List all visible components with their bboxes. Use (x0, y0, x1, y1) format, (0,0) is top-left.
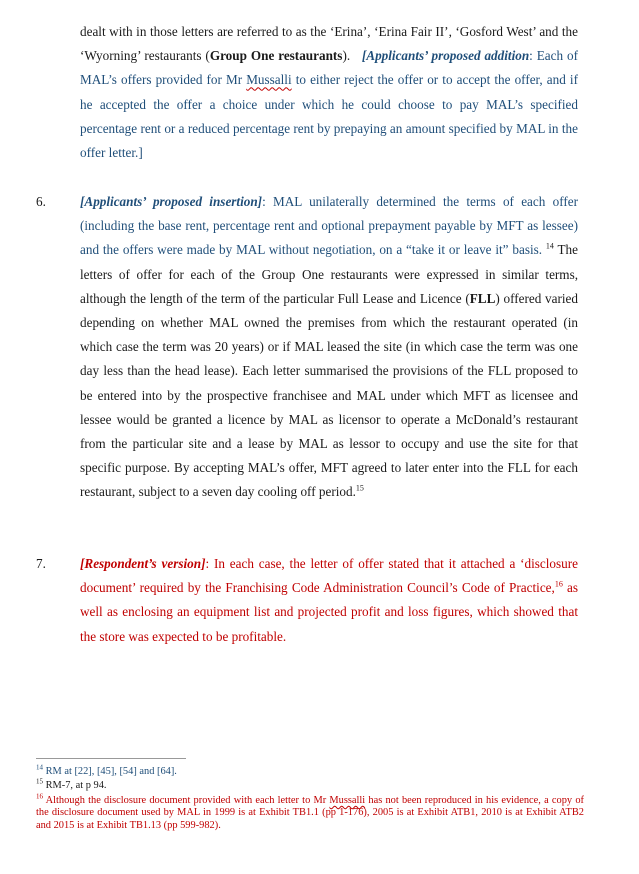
continued-text-line2: and the ‘Wyorning’ restaurants ( (80, 24, 579, 64)
mussalli-name: Mussalli (246, 72, 292, 88)
footnote-15 (36, 777, 584, 792)
respondent-version-text: : In each case, the letter of offer stated that it attached a ‘disclosure document’ required by the Franchising Code Administration Council’s Code of Practice, (80, 556, 579, 596)
paragraph-6 (80, 190, 578, 505)
paragraph-6-text: The letters of offer for each of the Group One restaurants were expressed in similar terms, although the length of the term of the particular Full Lease and Licence ( (80, 242, 578, 306)
footnote-16 (36, 792, 584, 832)
respondent-version-tag: [Respondent’s version] (80, 556, 206, 571)
footnote-16-text-end: has not been reproduced in his evidence, a copy of the disclosure document used by MAL in 1999 is at Exhibit TB1.1 (pp 1-176), 2005 is at Exhibit ATB1, 2010 is at Exhibit ATB2 and 2015 is at Exhibit TB1.13 (pp 599-982). (36, 795, 584, 831)
applicants-insertion-tag: [Applicants’ proposed insertion] (80, 194, 263, 209)
footnote-14-number: 14 (36, 763, 43, 772)
applicants-addition-text: : Each of MAL’s offers provided for Mr (80, 48, 578, 88)
paragraph-7 (80, 552, 578, 649)
footnote-16-text: Although the disclosure document provided with each letter to Mr (43, 795, 330, 806)
footnote-ref-15[interactable]: 15 (355, 484, 364, 494)
applicants-insertion-text: : MAL unilaterally determined the terms of each offer (including the base rent, percentage rent and optional prepayment payable by MFT as lessee) and the offers were made by MAL without negotiation, on a “take it or leave it” basis. (80, 194, 578, 258)
footnote-16-number: 16 (36, 792, 43, 801)
group-one-term: Group One restaurants (209, 48, 343, 64)
footnote-15-number: 15 (36, 777, 43, 786)
paragraph-7-number: 7. (36, 556, 46, 571)
footnote-14-text: RM at [22], [45], [54] and [64]. (43, 766, 177, 777)
applicants-addition-text-end: to either reject the offer or to accept the offer, and if he accepted the offer a choice under which he could choose to pay MAL’s specified percentage rent or a reduced percentage rent by prepaying an amount specified by MAL in the offer letter.] (80, 72, 578, 161)
footnote-ref-16[interactable]: 16 (554, 579, 563, 589)
footnote-ref-14[interactable]: 14 (545, 242, 554, 252)
continued-text-line2-end: ). (342, 48, 351, 64)
continued-text-line1: dealt with in those letters are referred to as the ‘Erina’, ‘Erina Fair II’, ‘Gosford West’ (80, 24, 536, 39)
applicants-addition-tag: [Applicants’ proposed addition (361, 48, 530, 64)
fll-term: FLL (469, 290, 496, 306)
paragraph-6-number: 6. (36, 194, 46, 209)
paragraph-6-text-end: ) offered varied depending on whether MAL owned the premises from which the restaurant operated (in which case the term was 20 years) or if MAL leased the site (in which case the term was one day less than the head lease). Each letter summarised the provisions of the FLL proposed to be entered into by the prospective franchisee and MAL under which MFT as licensee and lessee would be granted a licence by MAL as licensor to operate a McDonald’s restaurant from the particular site and a lease by MAL as lessor to occupy and use the site for that specific purpose. By accepting MAL’s offer, MFT agreed to later enter into the FLL for each restaurant, subject to a seven day cooling off period. (80, 290, 579, 500)
footnote-separator (36, 758, 186, 759)
footnote-14 (36, 763, 584, 778)
respondent-version-text-end: as well as enclosing an equipment list and projected profit and loss figures, which showed that the store was expected to be profitable. (80, 580, 578, 644)
continued-paragraph (80, 20, 578, 165)
footnote-16-mussalli: Mussalli (329, 795, 366, 806)
footnote-15-text: RM-7, at p 94. (43, 780, 107, 791)
